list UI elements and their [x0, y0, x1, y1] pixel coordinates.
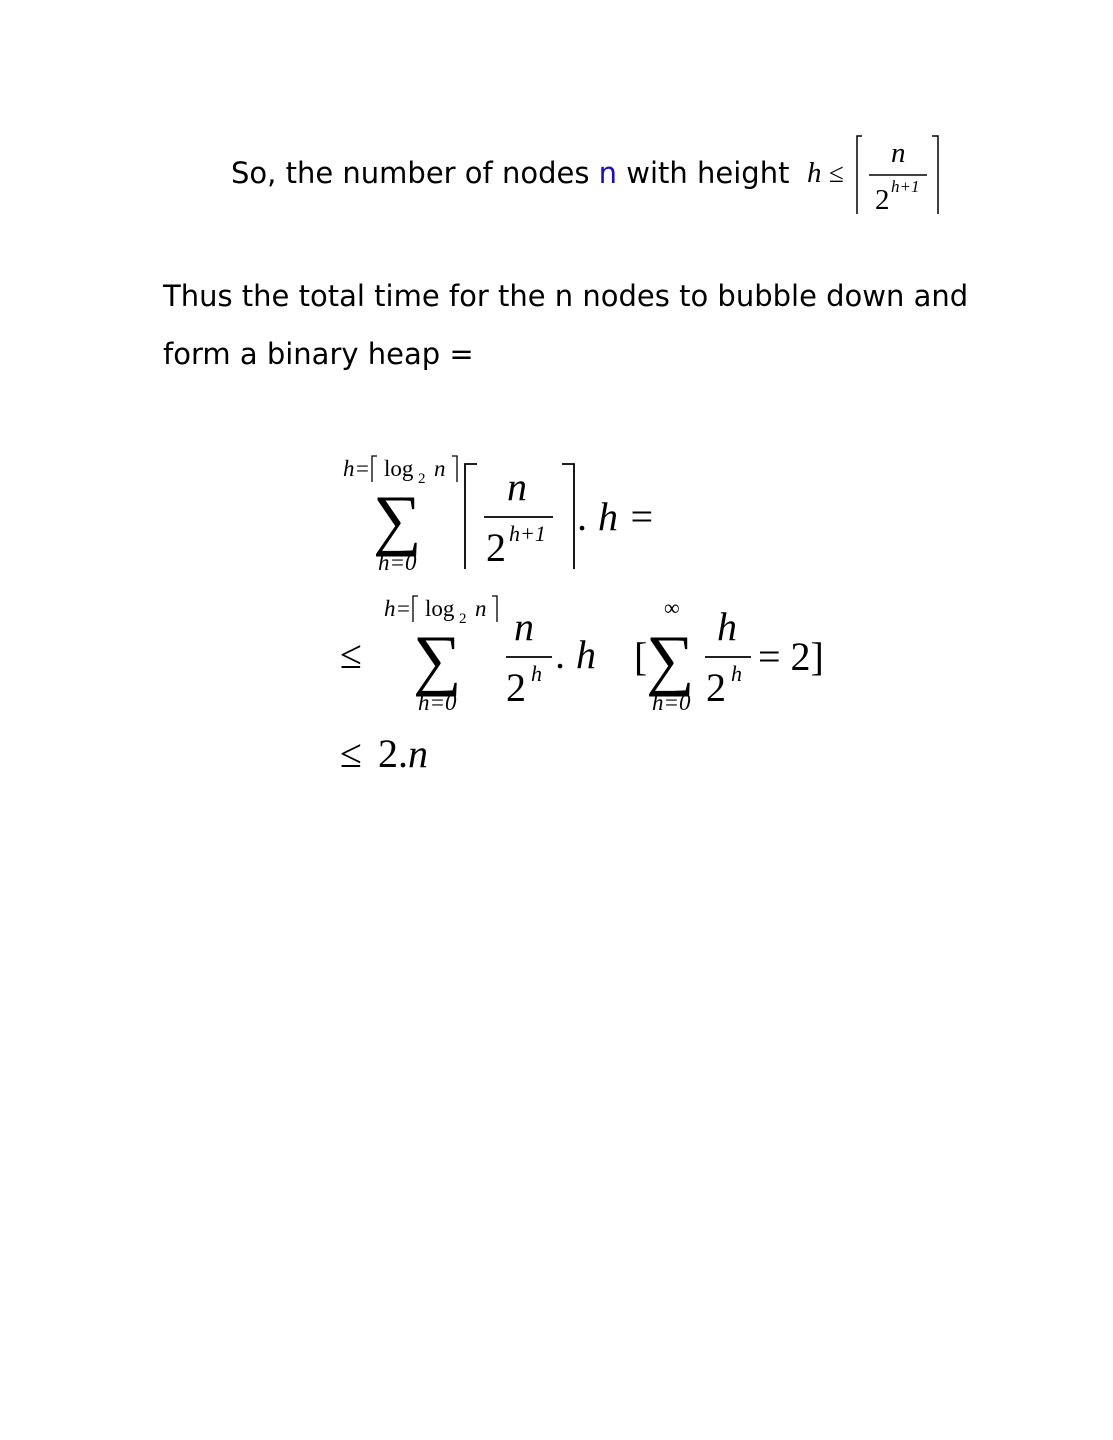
eq2-upper-sub: 2	[459, 611, 467, 627]
eq1-upper-ceil-right	[452, 456, 457, 482]
eq3-n: n	[408, 731, 428, 776]
eq2-inf-sigma: ∑	[646, 621, 695, 697]
equation-2-svg	[340, 590, 860, 725]
inline-formula-svg	[805, 132, 955, 222]
intro-text-before: So, the number of nodes	[231, 156, 599, 190]
eq1-upper-lhs: h=	[343, 456, 371, 481]
eq1-sigma: ∑	[373, 481, 422, 557]
inline-formula-rel: ≤	[829, 158, 844, 188]
eq2-upper-lhs: h=	[384, 596, 412, 621]
inline-formula-lhs: h	[807, 157, 822, 189]
eq2-times: . h	[556, 632, 596, 677]
total-time-line-1: Thus the total time for the n nodes to bubble down and	[163, 279, 969, 313]
eq2-upper-n: n	[475, 596, 487, 621]
eq2-exponent: h	[531, 661, 542, 686]
intro-text-after: with height	[617, 156, 790, 190]
eq1-base: 2	[486, 525, 506, 570]
inline-formula-base: 2	[875, 184, 890, 216]
equation-2	[340, 590, 860, 725]
ceil-right-bracket	[932, 136, 938, 214]
eq3-value: 2.	[378, 731, 408, 776]
eq2-numerator: n	[514, 604, 534, 649]
eq2-upper-log: log	[425, 596, 455, 621]
inline-formula-exponent: h+1	[891, 177, 920, 196]
eq1-ceil-right	[562, 464, 574, 569]
eq2-bracket-open: [	[634, 634, 648, 679]
eq1-ceil-left	[465, 464, 477, 569]
eq2-upper-ceil-left	[413, 596, 418, 622]
inline-formula-numerator: n	[891, 137, 906, 169]
eq2-inf-upper: ∞	[664, 595, 680, 620]
eq2-inf-numerator: h	[717, 604, 737, 649]
eq2-lower-limit: h=0	[418, 690, 457, 715]
intro-sentence	[231, 144, 789, 202]
ceil-left-bracket	[857, 136, 862, 214]
equation-3	[340, 727, 480, 782]
eq2-equals-two: = 2]	[758, 634, 824, 679]
eq2-base: 2	[506, 665, 526, 710]
eq2-inf-lower: h=0	[652, 690, 691, 715]
eq2-inf-base: 2	[706, 665, 726, 710]
equation-1-svg	[340, 450, 700, 585]
eq2-inf-exponent: h	[731, 661, 742, 686]
equation-1	[340, 450, 700, 585]
eq3-rel: ≤	[340, 731, 362, 776]
eq1-exponent: h+1	[509, 521, 546, 546]
inline-formula	[805, 132, 955, 222]
equation-3-svg	[340, 727, 480, 782]
eq1-upper-n: n	[434, 456, 446, 481]
eq1-upper-log: log	[384, 456, 414, 481]
eq2-upper-ceil-right	[492, 596, 497, 622]
eq1-times: . h =	[578, 494, 655, 539]
eq1-upper-sub: 2	[418, 471, 426, 487]
eq1-upper-ceil-left	[372, 456, 377, 482]
total-time-line-2: form a binary heap =	[163, 337, 474, 371]
eq1-lower-limit: h=0	[378, 550, 417, 575]
eq1-numerator: n	[507, 464, 527, 509]
eq2-sigma: ∑	[413, 621, 462, 697]
highlighted-n: n	[598, 156, 618, 190]
eq2-rel: ≤	[340, 632, 362, 677]
